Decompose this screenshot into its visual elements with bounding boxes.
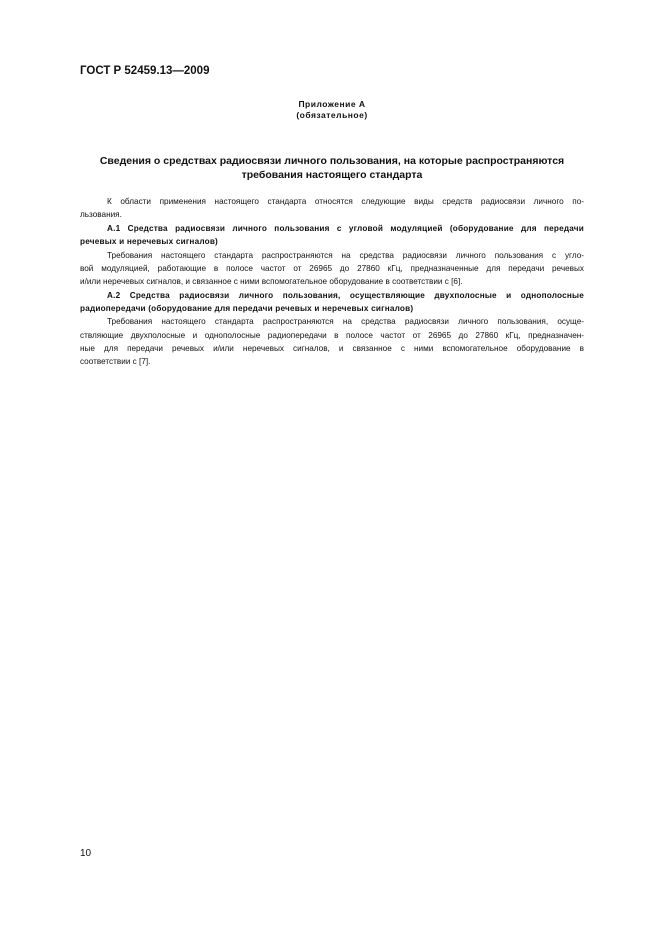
section-a2-text: соответствии с [7]. — [80, 357, 151, 366]
annex-title-line-1: Сведения о средствах радиосвязи личного пользования, на которые распространяются — [99, 155, 565, 167]
section-a2-text: ные для передачи речевых и/или неречевых сигналов, и связанное с ними вспомогательное оборудование в — [80, 344, 584, 353]
annex-title-line-2: требования настоящего стандарта — [241, 169, 423, 181]
section-a1-heading: А.1 Средства радиосвязи личного пользования с угловой модуляцией (оборудование для передачи — [107, 224, 584, 233]
annex-label: Приложение А — [298, 99, 366, 109]
intro-line: К области применения настоящего стандарта относятся следующие виды средств радиосвязи личного по- — [107, 197, 584, 206]
section-a2-text: ствляющие двухполосные и однополосные радиопередачи в полосе частот от 26965 до 27860 кГц, предназначен- — [80, 331, 584, 340]
section-a1-heading: речевых и неречевых сигналов) — [80, 237, 218, 246]
intro-line: льзования. — [80, 210, 122, 219]
section-a1-text: и/или неречевых сигналов, и связанное с ними вспомогательное оборудование в соответствии с [6]. — [80, 277, 463, 286]
section-a2-heading: А.2 Средства радиосвязи личного пользования, осуществляющие двухполосные и однополосные — [107, 291, 584, 300]
section-a2-heading: радиопередачи (оборудование для передачи речевых и неречевых сигналов) — [80, 304, 414, 313]
document-number: ГОСТ Р 52459.13—2009 — [80, 65, 210, 77]
annex-status: (обязательное) — [296, 110, 368, 120]
section-a1-text: Требования настоящего стандарта распространяются на средства радиосвязи личного пользования с угло- — [107, 251, 584, 260]
page-number: 10 — [80, 848, 92, 859]
section-a1-text: вой модуляцией, работающие в полосе частот от 26965 до 27860 кГц, предназначенные для передачи речевых — [80, 264, 584, 273]
section-a2-text: Требования настоящего стандарта распространяются на средства радиосвязи личного пользования, осуще- — [107, 317, 584, 326]
